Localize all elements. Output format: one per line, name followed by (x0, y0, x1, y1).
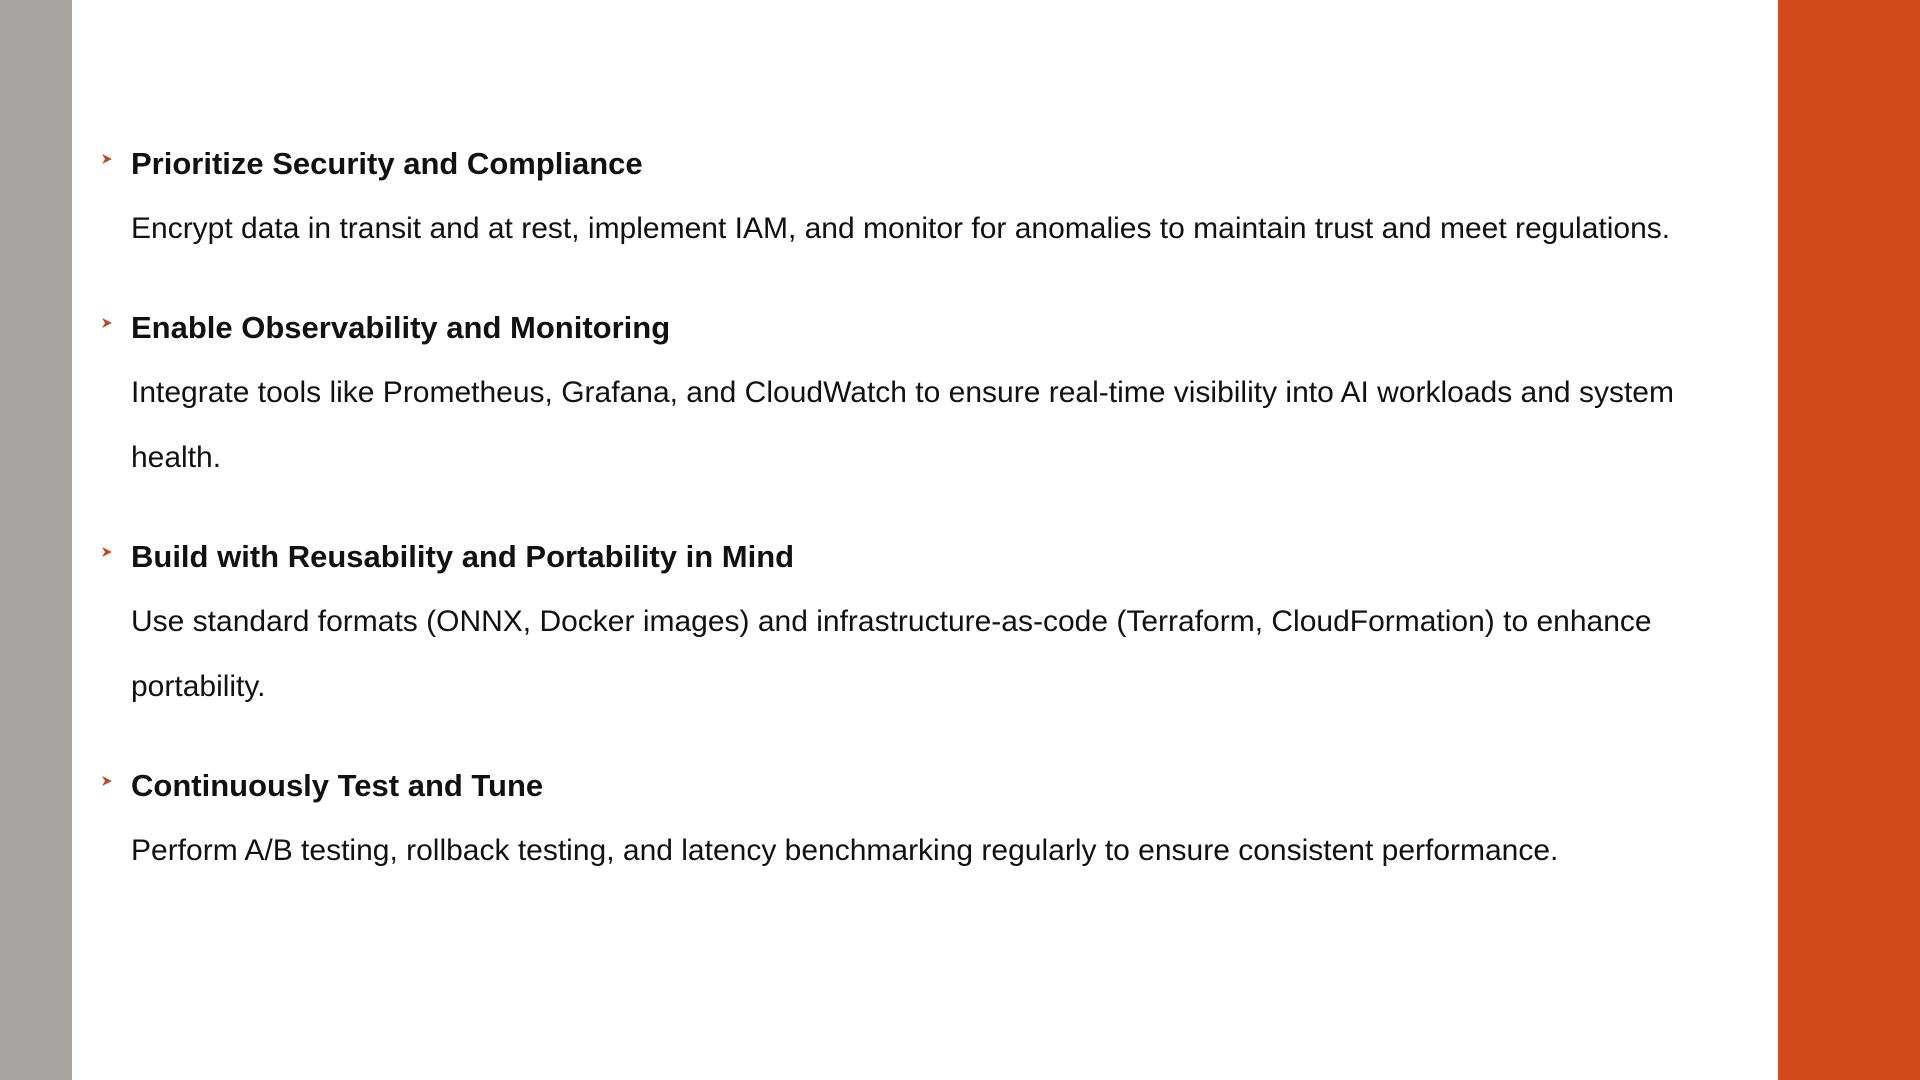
arrowhead-bullet-icon (100, 316, 114, 330)
item-body: Integrate tools like Prometheus, Grafana, and CloudWatch to ensure real-time visibility into AI workloads and system health. (131, 376, 1674, 474)
item-body: Perform A/B testing, rollback testing, and latency benchmarking regularly to ensure consistent performance. (131, 834, 1559, 867)
left-accent-bar (0, 0, 72, 1080)
item-title: Enable Observability and Monitoring (131, 310, 671, 345)
item-title: Build with Reusability and Portability in Mind (131, 539, 795, 574)
list-item (100, 533, 1750, 719)
item-title: Prioritize Security and Compliance (131, 146, 643, 181)
arrowhead-bullet-icon (100, 545, 114, 559)
list-item (100, 762, 1750, 883)
item-body: Use standard formats (ONNX, Docker images) and infrastructure-as-code (Terraform, CloudFormation) to enhance portability. (131, 605, 1652, 703)
item-body: Encrypt data in transit and at rest, implement IAM, and monitor for anomalies to maintain trust and meet regulations. (131, 212, 1671, 245)
right-accent-bar (1778, 0, 1920, 1080)
item-title: Continuously Test and Tune (131, 768, 544, 803)
arrowhead-bullet-icon (100, 152, 114, 166)
bullet-list (100, 140, 1750, 926)
list-item (100, 304, 1750, 490)
arrowhead-bullet-icon (100, 774, 114, 788)
list-item (100, 140, 1750, 261)
